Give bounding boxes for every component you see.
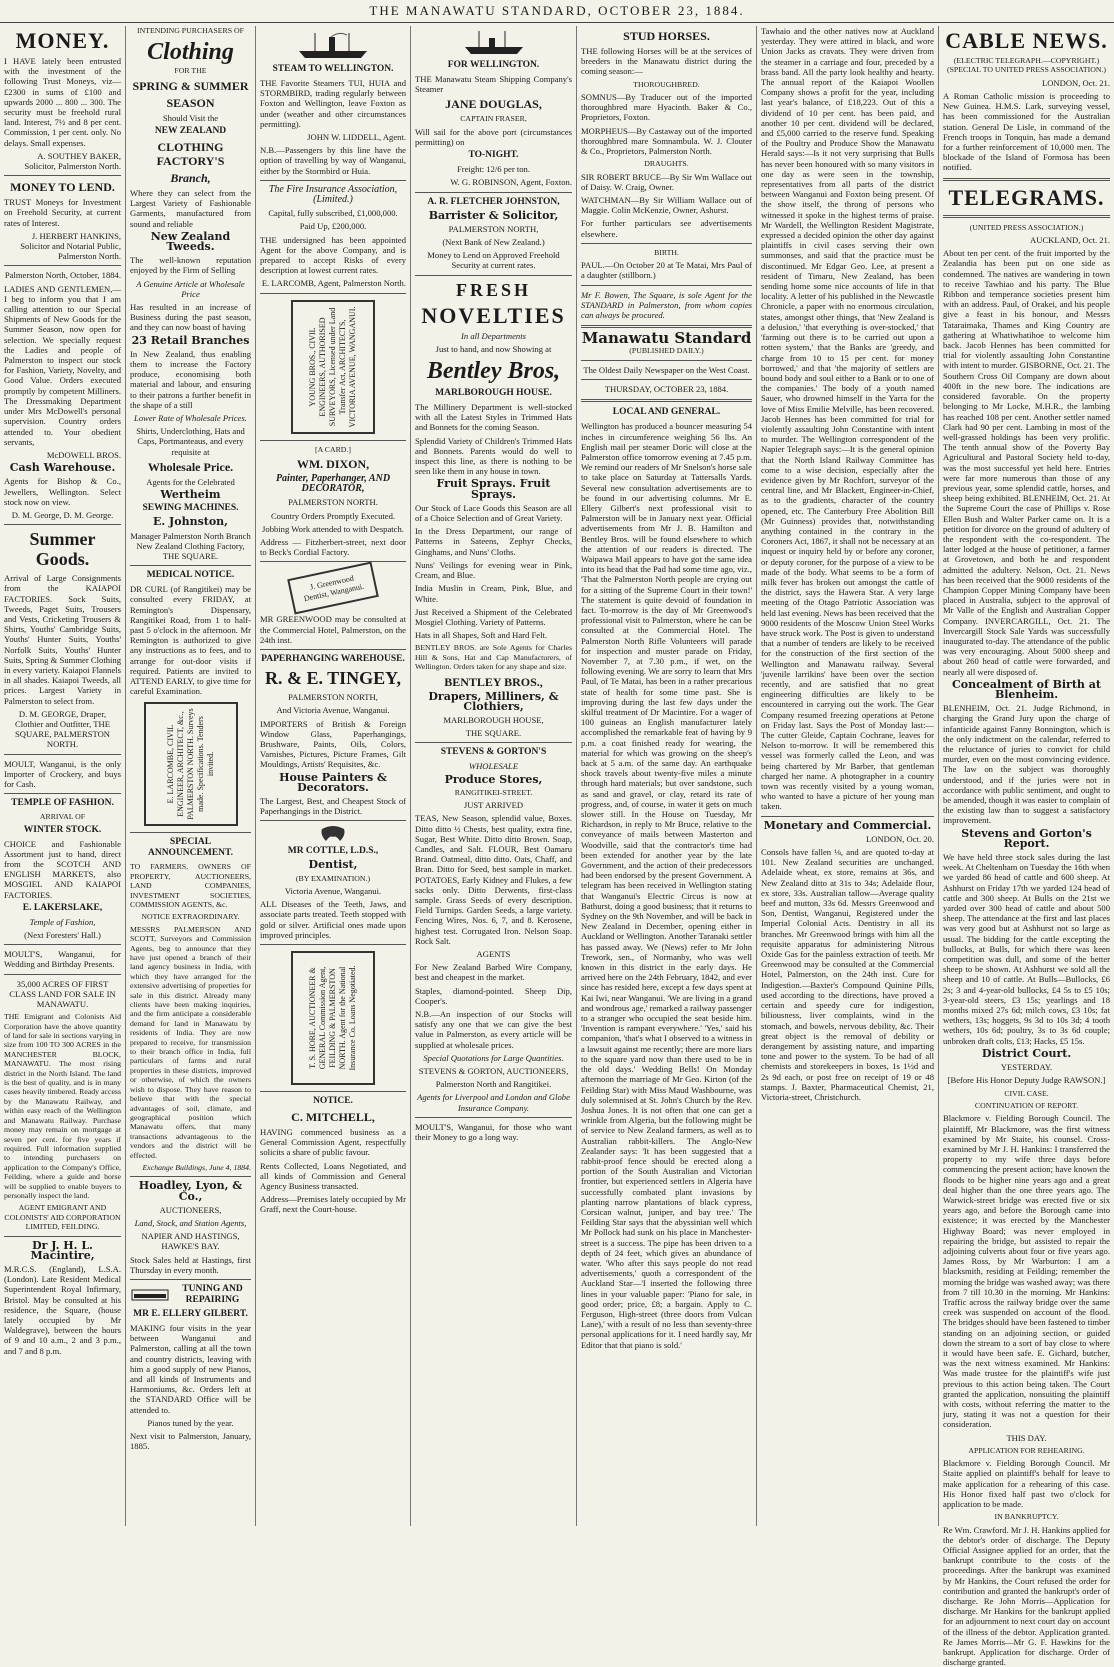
- fire-heading: The Fire Insurance Association, (Limited.): [268, 183, 398, 206]
- george-footer: D. M. GEORGE, Draper, Clothier and Outfitter, THE SQUARE, PALMERSTON NORTH.: [14, 708, 111, 750]
- paper-title: Manawatu Standard: [581, 329, 752, 348]
- sprays-heading: Fruit Sprays. Fruit Sprays.: [436, 477, 551, 501]
- sg-location: Palmerston North and Rangitikei.: [435, 1079, 552, 1090]
- column-6: [756, 26, 938, 1526]
- staples-text: Staples, diamond-pointed. Sheep Dip, Cooper's.: [415, 985, 572, 1006]
- watchman: WATCHMAN—By Sir William Wallace out of Maggie. Colin McKenzie, Owner, Ashurst.: [581, 195, 752, 216]
- young-bros-text: YOUNG BROS., CIVIL ENGINEERS, AUTHORISED SURVEYORS, Licensed under Land Transfer Act, ARCHITECTS, VICTORIA AVENUE, WANGANUI.: [308, 306, 357, 428]
- pianos-line: Pianos tuned by the year.: [147, 1417, 234, 1428]
- steam-body: THE Manawatu Steam Shipping Company's Steamer: [415, 74, 572, 95]
- paperhanging-heading: PAPERHANGING WAREHOUSE.: [261, 654, 405, 665]
- exam-label: (BY EXAMINATION.): [295, 873, 371, 883]
- bentley-bros-2: BENTLEY BROS.,: [444, 674, 543, 689]
- wellington-heading: FOR WELLINGTON.: [447, 60, 540, 70]
- branch-body: Where they can select from the Largest Variety of Fashionable Garments, manufactured from sound and reliable: [130, 188, 251, 229]
- captain: CAPTAIN FRASER,: [460, 114, 527, 124]
- liddell-nb: N.B.—Passengers by this line have the option of travelling by way of Wanganui, either by the Stormbird or Huia.: [260, 145, 406, 176]
- ladies-body: LADIES AND GENTLEMEN,—I beg to inform you that I am calling attention to our Special Shipments of New Goods for the Summer Season, now open for selection. We specially request the Ladies and people of Palmerston to inspect our stock for Fashion, Variety, Novelty, and Good Value. Orders executed promptly by competent Milliners. The Dressmaking Department under Mrs McDowell's personal supervision. Country orders attended to. Your obedient servants,: [4, 283, 121, 447]
- stevens-report-body: We have held three stock sales during the last week. At Cheltenham on Tuesday the 16th when we yarded 86 head of cattle and 600 sheep. At Ashhurst on Friday 17th we yarded 124 head of cattle and 300 sheep. At Bulls on the 21st we yarded over 300 head of cattle and about 500 sheep. The attendance at the first and last places was very good but at Ashhurst not so large as usual. The bidding for the cattle excepting the bullocks, at Bulls, for which there was keen competition was dull, and some of the better sheep to be shown. At Ashhurst we sold all the sheep and 10 of cattle. At Bulls—Bullocks, £6 2s; 3 and 4-year-old bullocks, £4 5s to £5 10s; 3-year-old steers, £3 15s; yearlings and 18 months mixed 27s 6d; milch cows, £3 10s; fat wethers, 13s; hoggets, 9s 3d to 10s 3d; 4 tooth wethers, 10s 6d; poultry, 3s to 3s 6d couple; unbroken draft colts, £13; Hacks, £5 15s.: [943, 852, 1110, 1046]
- column-1: [0, 26, 125, 1526]
- auctioneers-label: AUCTIONEERS,: [159, 1204, 222, 1215]
- greenwood-card: J. Greenwood Dentist, Wanganui.: [287, 562, 379, 615]
- just-to-hand: Just to hand, and now Showing at: [435, 343, 552, 354]
- birth-label: BIRTH.: [654, 247, 679, 257]
- arrival-label: ARRIVAL OF: [39, 812, 86, 822]
- steamer-icon: [293, 29, 373, 61]
- lace-text: Our Stock of Lace Goods this Season are all of a Choice Selection and of Great Variety.: [415, 502, 572, 524]
- barrister-label: Barrister & Solicitor,: [428, 208, 559, 222]
- bruce: SIR ROBERT BRUCE—By Sir Wm Wallace out of Daisy. W. Craig, Owner.: [581, 171, 752, 192]
- arfj-name: A. R. FLETCHER JOHNSTON,: [427, 196, 560, 207]
- ship-icon: [459, 29, 529, 57]
- continuation-label: CONTINUATION OF REPORT.: [974, 1100, 1079, 1110]
- corp-signature: AGENT EMIGRANT AND COLONISTS' AID CORPORATION LIMITED, FEILDING.: [4, 1203, 121, 1232]
- emigrant-body: THE Emigrant and Colonists Aid Corporation have the above quantity of land for sale in sections varying in size from 100 TO 300 ACRES in the MANCHESTER BLOCK, MANAWATU. The most rising district in the North Island. The land is the best of quality, and is in many cases heavily timbered. Ready access by the Manawatu Railway, and within easy reach of the Wellington and Manawatu Railway. Purchase money may remain on mortgage at seven per cent. for five years if required. Full information supplied to intending purchasers on application to the Company's Office, Feilding, where a guide and horse will be supplied to enable buyers to personally inspect the land.: [4, 1012, 121, 1200]
- freight: Freight: 12/6 per ton.: [456, 164, 531, 175]
- increase-text: Has resulted in an increase of Business during the past season, and they can now boast of having: [130, 302, 251, 333]
- millinery-text: The Millinery Department is well-stocked with all the Latest Styles in Trimmed Hats and Bonnets for the coming Season.: [415, 402, 572, 433]
- will-sail: Will sail for the above port (circumstances permitting) on: [415, 126, 572, 148]
- masthead: THE MANAWATU STANDARD, OCTOBER 23, 1884.: [0, 0, 1114, 23]
- lend-body: TRUST Moneys for Investment on Freehold Security, at current rates of Interest.: [4, 197, 121, 228]
- summer-body: Arrival of Large Consignments from the KAIAPOI FACTORIES. Sock Suits, Tweeds, Paget Suits, Trousers and Vests, Cricketing Trousers & Shirts, Youths' Cambridge Suits, Youths' Hunter Suits, Youths' Norfolk Suits, Youths' Hunter Suits, Spring & Summer Clothing in every variety. Kaiapoi Flannels in all shades. Kaiapoi Tweeds, all prices. Largest Variety in Palmerston to select from.: [4, 573, 121, 706]
- dixon-address: Address — Fitzherbert-street, next door to Beck's Cordial Factory.: [260, 537, 406, 558]
- concealment-heading: Concealment of Birth at Blenheim.: [952, 677, 1101, 701]
- manager-text: Manager Palmerston North Branch New Zealand Clothing Factory, THE SQUARE.: [130, 530, 251, 561]
- exchange-line: Exchange Buildings, June 4, 1884.: [142, 1162, 251, 1172]
- money-signature: A. SOUTHEY BAKER, Solicitor, Palmerston North.: [24, 150, 121, 172]
- local-continued: Tawhaio and the other natives now at Auckland yesterday. They were attired in black, and wore Union Jacks as cravats. They were driven from the steamer in a carriage and four, preceded by a brass band. All the party look healthy and hearty. The annual report of the Kaiapoi Woollen Company shows a profit for the year, including last year's balance, of £18,223. Out of this a dividend of 10 per cent. has been paid, and another 10 per cent. dividend will be declared, and £5,000 carried to the reserve fund. Speaking of the Poultry and Produce Show the Manawatu Herald says:—Is it not very surprising that Bulls has never been honoured with so many visitors in one day as were seen in the township, representatives from all parts of the district between Wanganui and Foxton being present. Of the show itself, the throng of persons who witnessed it spoke in the highest terms of praise. Mr Wardell, the Wellington Resident Magistrate, expressed a decided opinion the other day against plaintiffs in civil cases serving their own summonses, and said that the practice must be discontinued. Mr Edgar Geo. Lee, at present a resident of Timaru, New Zealand, has been sending home some nice accounts of life in that locality. A letter of his published in the Newcastle Chronicle, a paper with no enormous circulation, states, amongst other things, that 'New Zealand is a delusion,' 'that everything is over-stocked,' that 'farming out there is to be carried out upon a rotten system,' that the Banks are 'greedy, and charge from 10 to 15 per cent. for money borrowed,' and that 'the majority of settlers are bound body and soul either to a Bank or to one of the companies.' The body of a youth named Sauer, who drowned himself in the Yarra for the love of Miss Emilie Melville, has been recovered. Jacob Hennes has been committed for trial for violently assaulting John Constantine with intent to murder. The Wellington correspondent of the Napier Telegraph says:—It is the general opinion that the North Island Railway Committee has come to a wise decision, especially after the evidence given by Mr Rochfort, surveyor of the central line, and Mr Blackett, Engineer-in-Chief, as to the gradients, character of the country opened, etc. The Canterbury Free Abolition Bill (Mr Guinness) provides that, notwithstanding anything contained in the contrary in the Coroners Act, 1867, it shall not be necessary at an inquest or inquiry held by or before any coroner, or deputy coroner, for the purpose of a view to be made of the body. What seems to be a form of milk fever has broken out amongst the cattle of the district, says the Hawera Star. A very large meeting of the Otago Patriotic Association was held last evening. News has been received that the 9000 residents of the Moscow Union Steel Works have struck work. The Post is given to understand that a number of tenders are likely to be received for the construction of the first section of the Wellington and Manawatu railway. Several 'juvenile larrikins' have been over the section recently, and are satisfied that no great engineering difficulties are likely to be encountered in carrying out the work. The Gear Company resumed freezing operations at Petone on Friday last. Says the Post of Monday last:—The cutter Gleide, Captain Cochrane, leaves for Nelson to-morrow. It will be remembered this vessel was formerly called the Leon, and was being chartered by Mr Barber, that gentleman charged her name. A photographer in a country town was recently visited by a young woman, who wanted to have a picture of her young man taken.: [761, 26, 935, 812]
- tuning-heading: TUNING AND REPAIRING: [182, 1283, 243, 1305]
- morpheus: MORPHEUS—By Castaway out of the imported thoroughbred mare Somnambula. W. J. Clouter & Co., Proprietors, Palmerston North.: [581, 125, 752, 157]
- larcombe-card: [144, 702, 238, 826]
- nz-label: NEW ZEALAND: [154, 126, 227, 137]
- branch-heading: Branch,: [170, 171, 211, 186]
- stud-heading: STUD HORSES.: [623, 29, 710, 43]
- dixon-name: WM. DIXON,: [296, 457, 370, 472]
- sewing-heading: SEWING MACHINES.: [142, 503, 239, 514]
- for-the-label: FOR THE: [174, 66, 207, 76]
- capital-line: Capital, fully subscribed, £1,000,000.: [268, 208, 398, 219]
- tingey-stock: The Largest, Best, and Cheapest Stock of Paperhangings in the District.: [260, 795, 406, 817]
- dixon-location: PALMERSTON NORTH.: [288, 497, 378, 508]
- column-7: [938, 26, 1114, 1667]
- cable-dateline: LONDON, Oct. 21.: [1041, 77, 1110, 88]
- local-news: Wellington has produced a bouncer measuring 54 inches in circumference weighing 56 lbs. An English mail per steamer Doric will close at the Palmerston office tomorrow evening at 7.45 p.m. We remind our readers of Mr Snelson's horse sale to take place on Saturday at Tattersalls Yards. Several new consultation advertisements are to be found in our advertising columns. Mr E. Ellery Gilbert's next professional visit to Palmerston will be in January next year. Official advertisements from Mr J. B. Hamilton and Bentley Bros. will be found elsewhere to which the attention of our readers is directed. The Waipawa Mail appears to have got the same idea into its head that the Pad had some time ago, viz., 'That the Palmerston North people are crying out for a sitting of the Supreme Court in their town!' The statement is quite devoid of foundation in fact. To-morrow is the day of Mr Greenwood's professional visit to Palmerston, where he can be consulted at the Commercial Hotel. The Palmerston North Rifle Volunteers will parade for inspection and muster parade on Friday, November 7, at 7.30 p.m., if wet, on the following evening. We are sorry to learn that Mrs Paul, of Te Matai, has been in a rather precarious state of health for some time past. She is improving during the last few days under the skilful treatment of Dr Macintire. For a wager of 100 guineas an English manufacturer lately accomplished the remarkable feat of having by 9 p.m. a coat finished ready for wearing, the material for which was growing on the sheep's back at 5 a.m. of the same day. An earthquake shock travels about twenty-five miles a minute through hard materials; but over sandstone, such as sand and gravel, or clay, retard its rate of progress, and, of course, in water it gets on much slower still. In the House on Tuesday, Mr Richardson, in reply to Mr Bruce, relative to the conveyance of mails between Masterton and Woodville, said that the contractor's time had been extended for another year by the late Government, and the action of their predecessors had been endorsed by the present Government. A telegram has been received in Wellington stating that Wanganui's Electric Circus is now at Bathurst, doing a good business; that it returns to Sydney on the 9th November, and will be back in New Zealand in December, opening either in Auckland or Wellington. Another Taranaki settler has passed away. We (News) refer to Mr John Trework, sen., of Normanby, who was well known in this district in the early days. He arrived here on the 24th February, 1842, and ever since has resided here, except a few days spent at Kai Iwi, near Wanganui. 'We are living in a grand and wondrous age,' remarked a railway passenger to a stranger who occupied the seat beside him. 'Invention is rampant everywhere.' 'Yes,' said his companion, 'that's what I observed to a witness in a lawsuit against me recently; there are more liars to the square yard now than there used to be in the old days.' Wedding Bells! On Monday afternoon the marriage of Mr Geo. Kirton (of the Feilding Star) with Miss Maud Washbourne, was duly solemnised at St. John's Church by the Rev. Joshua Jones. It is not often that one can get a wrinkle from Algeria, but the following might be of service to New Zealand farmers, as well as to Australian rabbit-killers. The Anglo-New Zealander says: 'It has been suggested that a rabbit-proof fence should be erected along a portion of the South Australian and Victorian frontier, but experienced settlers in Algeria have successfully combated plant invasions by planting narrow plantations of black cypress, Corsican walnut, juniper, and bay tree.' The Feilding Star says that the abyssinian well which Mr Pollock had sunk on his place in Manchester-street is a success. The pipe has been driven to a depth of 24 feet, which gives an abundance of water. 'Who after this says people do not read advertisements,' quoth a correspondent of the Auckland Star—'I inserted the following three lines in your valuable paper: 'Piano for sale, in good order; price, £8; a bargain. Apply to C. Ferguson, High-street (three doors from Vulcan Lane),' with a result of no less than seventy-three personal applications for it. I need hardly say, Mr Editor that that piano is sold.': [581, 421, 752, 1350]
- nb-text: N.B.—An inspection of our Stocks will satisfy any one that we can give the best value in Palmerston, as every article will be supplied at wholesale prices.: [415, 1009, 572, 1050]
- money-heading: MONEY.: [15, 28, 110, 53]
- stock-sales: Stock Sales held at Hastings, first Thursday in every month.: [130, 1254, 251, 1275]
- money-lend: Money to Lend on Approved Freehold Security at current rates.: [427, 250, 560, 271]
- bentley-note: BENTLEY BROS. are Sole Agents for Charles Hill & Sons, Hat and Cap Manufacturers, of Wellington. Orders taken for any shape and size.: [415, 643, 572, 672]
- somnus: SOMNUS—By Traducer out of the imported thoroughbred mare Hyacinth. Baker & Co., Proprietors, Foxton.: [581, 92, 752, 123]
- summer-heading: Summer Goods.: [29, 529, 96, 570]
- auckland-dateline: AUCKLAND, Oct. 21.: [1030, 235, 1110, 246]
- season-heading: SEASON: [166, 95, 215, 110]
- wholesale-heading: Wholesale Price.: [147, 459, 234, 474]
- visit-label: Should Visit the: [162, 112, 219, 123]
- moult-ad: MOULT, Wanganui, is the only Importer of Crockery, and buys for Cash.: [4, 758, 121, 789]
- robinson-sig: W. G. ROBINSON, Agent, Foxton.: [450, 177, 572, 188]
- cable-sub: (ELECTRIC TELEGRAPH.—COPYRIGHT.) (SPECIAL TO UNITED PRESS ASSOCIATION.): [946, 56, 1107, 75]
- clothing-heading: Clothing: [147, 39, 234, 66]
- lend-heading: MONEY TO LEND.: [10, 180, 115, 195]
- quotations: Special Quotations for Large Quantities.: [423, 1052, 564, 1063]
- stevens-report-heading: Stevens and Gorton's Report.: [961, 826, 1092, 850]
- oldest-label: The Oldest Daily Newspaper on the West Coast.: [583, 364, 750, 375]
- lakerslake: E. LAKERSLAKE,: [22, 902, 103, 913]
- rangitikei-label: RANGITIKEI-STREET.: [454, 787, 533, 797]
- novelties-heading: NOVELTIES: [421, 302, 566, 328]
- monetary-heading: Monetary and Commercial.: [763, 818, 932, 832]
- bowen-notice: Mr F. Bowen, The Square, is sole Agent for the STANDARD in Palmerston, from whom copies can always be procured.: [581, 289, 752, 321]
- upa-label: (UNITED PRESS ASSOCIATION.): [969, 222, 1084, 232]
- column-3: [255, 26, 410, 1526]
- tooth-icon: [318, 825, 348, 843]
- george-line: D. M. George, D. M. George.: [11, 509, 114, 520]
- wholesale-label: WHOLESALE: [468, 761, 519, 772]
- column-5: [576, 26, 756, 1526]
- medical-heading: MEDICAL NOTICE.: [146, 570, 235, 581]
- tonight: TO-NIGHT.: [468, 150, 519, 161]
- local-heading: LOCAL AND GENERAL.: [612, 407, 721, 418]
- mitchell-name: C. MITCHELL,: [291, 1109, 375, 1124]
- larcomb-sig: E. LARCOMB, Agent, Palmerston North.: [261, 278, 406, 289]
- district-court-heading: District Court.: [981, 1046, 1072, 1060]
- house-painters: House Painters & Decorators.: [279, 770, 387, 794]
- shirts-text: Shirts, Underclothing, Hats and Caps, Portmanteaus, and every requisite at: [136, 426, 245, 457]
- tingey-body: IMPORTERS of British & Foreign Window Glass, Paperhangings, Brushware, Paints, Oils, Colors, Varnishes, Pictures, Picture Frames, Gilt Mouldings, Artists' Requisites, &c.: [260, 718, 406, 770]
- factory-heading: CLOTHING FACTORY'S: [156, 140, 225, 169]
- this-day-label: THIS DAY.: [1006, 1432, 1047, 1443]
- temple-heading: TEMPLE OF FASHION.: [11, 798, 114, 809]
- fresh-heading: FRESH: [455, 279, 531, 300]
- tingey-loc: PALMERSTON NORTH,: [288, 692, 378, 703]
- stevens-heading: STEVENS & GORTON'S: [440, 747, 547, 758]
- piano-icon: [130, 1286, 170, 1304]
- doctor-body: M.R.C.S. (England), L.S.A. (London). Late Resident Medical Superintendent Royal Infirmary, Bristol. May be consulted at his residence, the Square, (house lately occupied by Mr Waldegrave), between the hours of 9 and 10 a.m., 2 and 3 p.m., and 7 and 8 p.m.: [4, 1263, 121, 1356]
- nuns-text: Nuns' Veilings for evening wear in Pink, Cream, and Blue.: [415, 559, 572, 581]
- tingey-name: R. & E. TINGEY,: [264, 668, 402, 689]
- ladies-date: Palmerston North, October, 1884.: [4, 270, 121, 281]
- fire-body: THE undersigned has been appointed Agent for the above Company, and is prepared to accept Risks of every description at lowest current rates.: [260, 234, 406, 276]
- produce-heading: Produce Stores,: [444, 772, 543, 786]
- special-heading: SPECIAL ANNOUNCEMENT.: [147, 837, 234, 859]
- next-visit: Next visit to Palmerston, January, 1885.: [130, 1431, 251, 1452]
- cottle-body: ALL Diseases of the Teeth, Jaws, and associate parts treated. Teeth stopped with gold or silver. Artificial ones made upon improved principles.: [260, 899, 406, 940]
- palmerson-body: MESSRS PALMERSON AND SCOTT, Surveyors and Commission Agents, beg to announce that they have just opened a branch of their land agency business in India, with which they have arranged for the extensive advertising of properties for sale in this district. Already many clients have been making inquiries, and the firm anticipate a considerable demand for land in Manawatu by residents of India. They are now prepared to receive, for transmission to their branch office in India, full particulars of farms and rural properties in these districts, improved or otherwise, of which the owners wish to dispose. They have reason to believe that with the special advantages of soil, climate, and geographical position which Manawatu offers, that many transactions advantageous to the vendors and the district will be effected.: [130, 924, 251, 1160]
- cash-body: Agents for Bishop & Co., Jewellers, Wellington. Select stock now on view.: [4, 476, 121, 507]
- choice-body: CHOICE and Fashionable Assortment just to hand, direct from the SCOTCH AND ENGLISH MARKETS, also MOSGIEL AND KAIAPOI FACTORIES.: [4, 838, 121, 900]
- dress-text: In the Dress Department, our range of Patterns in Sateens, Zephyr Checks, Ginghams, and Nuns' Cloths.: [415, 526, 572, 557]
- court-body: Blackmore v. Fielding Borough Council. The plaintiff, Mr Blackmore, was the first witness examined by Mr Staite, his counsel. Cross-examined by Mr J. H. Hankins: I transferred the property to my wife three days before commencing the present action; have known the floods to be higher nine years ago and a great deal higher than the one three years ago. The Warwick-street bridge was erected five or six years ago, and before the Borough came into existence; it was erected by the Manchester Highway Board; was never employed in repairing the bridge, but assisted to repair the adjoining culverts about four or five years ago. James Ross, by Mr Warburton: I am a blacksmith, residing at Feilding; remember the morning the bridge was washed away; was there from 7 till 10.30 in the morning. Mr Hankins: Traffic across the railway bridge over the same creek was suspended on account of the flood. The bridges should have been fastened to timber standing on an adjoining section, or guided down the stream to a sort of bay close to where it would have been safe. E. Gichard, butcher, was the next witness examined. Mr Hankins: Was made trustee for the plaintiff's wife just previous to this action being taken. The Court granted the application, nonsuiting the plaintiff with costs, without referring the matter to the jury, stating it was not a question for their consideration.: [943, 1113, 1110, 1430]
- bentley-heading: Bentley Bros,: [426, 358, 561, 385]
- application-body: Blackmore v. Fielding Borough Council. Mr Staite applied on plaintiff's behalf for leave to make application for a rehearing of this case. His Honor fixed half past two o'clock for application to be made.: [943, 1458, 1110, 1510]
- hore-text: T. S. HORE, AUCTIONEER & GENERAL Commission Agent, FEILDING & PALMERSTON NORTH. Agent for the National Insurance Co. Loans Negotiated.: [308, 965, 357, 1071]
- issue-date: THURSDAY, OCTOBER 23, 1884.: [604, 384, 729, 395]
- column-4: [410, 26, 576, 1526]
- tingey-also: And Victoria Avenue, Wanganui.: [276, 705, 390, 716]
- land-stock-label: Land, Stock, and Station Agents,: [134, 1217, 247, 1228]
- dentist-label: Dentist,: [308, 858, 358, 872]
- moult-ad-3: MOULT'S, Wanganui, for those who want their Money to go a long way.: [415, 1121, 572, 1143]
- retail-heading: 23 Retail Branches: [131, 333, 250, 347]
- moult-ad-2: MOULT'S, Wanganui, for Wedding and Birthday Presents.: [4, 949, 121, 970]
- bank-label: (Next Bank of New Zealand.): [442, 237, 545, 248]
- country-orders: Country Orders Promptly Executed.: [270, 510, 396, 521]
- column-2: [125, 26, 255, 1526]
- telegrams-heading: TELEGRAMS.: [948, 184, 1105, 210]
- particulars: For further particulars see advertisements elsewhere.: [581, 218, 752, 239]
- painter-line: Painter, Paperhanger, AND DECORATOR,: [275, 473, 391, 495]
- jane-douglas: JANE DOUGLAS,: [445, 97, 542, 112]
- in-all: In all Departments: [461, 330, 526, 341]
- agents-heading: AGENTS: [476, 949, 511, 959]
- hats-text: Hats in all Shapes, Soft and Hard Felt.: [415, 630, 547, 641]
- special-body: TO FARMERS, OWNERS OF PROPERTY, AUCTIONEERS, LAND COMPANIES, INVESTMENT SOCIETIES, COMMISSION AGENTS, &c.: [130, 862, 251, 909]
- liverpool: Agents for Liverpool and London and Globe Insurance Company.: [417, 1092, 570, 1113]
- temple-sub: Temple of Fashion,: [29, 916, 96, 927]
- winter-heading: WINTER STOCK.: [23, 824, 102, 835]
- concealment-body: BLENHEIM, Oct. 21. Judge Richmond, in charging the Grand Jury upon the charge of infanticide against Fanny Bonnington, which is the only indictment on the calendar, referred to the reluctance of juries to convict for child murder, even on the most convincing evidence. The law on the subject was thoroughly understood, and if the juries were not in accordance with public sentiment, and ought to be amended, though it was easier to complain of the existing law than to suggest a satisfactory improvement.: [943, 703, 1110, 826]
- paul-birth: PAUL.—On October 20 at Te Matai, Mrs Paul of a daughter (stillborn.): [581, 260, 752, 281]
- ladies-signature: McDOWELL BROS.: [46, 449, 121, 460]
- agents-label: Agents for the Celebrated: [146, 476, 235, 487]
- intending-label: INTENDING PURCHASERS OF: [136, 26, 244, 35]
- yesterday-label: YESTERDAY.: [1000, 1062, 1053, 1073]
- telegrams-body: About ten per cent. of the fruit imported by the Zealandia has been put on one side as condemned. The natives are wandering in town to receive Tawhiao and his party. The Blue Ribbon and temperance societies present him with an address. Paul, of Orakei, and his people give a feast in his honour, and Messrs Tataraimaka, Thames and King Country are gathering at Whatiwhatihoe to welcome him back. Jacob Hennes has been committed for trial for violently assaulting John Constantine with intent to murder. GISBORNE, Oct. 21. The Southern Cross Oil Company are down about 400ft in the new bore. The indications are considered favorable. On the property belonging to Mr Locke, M.H.R., the lambing has reached 108 per cent. Another settler named Clark had 90 per cent. Lambing in most of the well-grassed holdings has been very prolific. The tenth annual show of the Poverty Bay Agricultural and Pastoral Society held to-day, was the most successful yet held here. Entries were far more numerous than those of any previous year, some splendid cattle, horses, and sheep being exhibited. BLENHEIM, Oct. 21. At the Supreme Court the case of Phillips v. Rose Ellen Bush and Walter Parker came on. It is a petition for divorce on the ground of adultery of the respondent with the co-respondent. The latter lodged at the house of petitioner, a farmer at Grovetown, and both he and respondent admitted the adultery. Nelson, Oct. 21. News has been received that the 9000 residents of the Champion Copper Mining Company have been placed in Australia, subject to the approval of Mr Valle of the English and Australian Copper Company. INVERCARGILL, Oct. 21. The Invercargill Stock Sale Yards was successfully inaugurated to-day. The attendance of the public was very encouraging. About 5000 sheep and about 260 head of cattle were forwarded, and nearly all were disposed of.: [943, 248, 1110, 677]
- cash-heading: Cash Warehouse.: [9, 461, 116, 475]
- cottle-name: MR COTTLE, L.D.S.,: [287, 846, 379, 857]
- napier-label: NAPIER AND HASTINGS, HAWKE'S BAY.: [141, 1231, 240, 1252]
- gilbert-name: MR E. ELLERY GILBERT.: [133, 1308, 248, 1319]
- india-text: India Muslin in Cream, Pink, Blue, and White.: [415, 583, 572, 604]
- cable-body: A Roman Catholic mission is proceeding to New Guinea. H.M.S. Lark, surveying vessel, has been commissioned for the Australian station. General De Lisle, in command of the French troops in Tonquin, has made a demand for a further reinforcement of 10,000 men. The blockade of the Island of Formosa has been notified.: [943, 91, 1110, 173]
- young-bros-card: [291, 300, 375, 434]
- draughts-label: DRAUGHTS.: [644, 159, 689, 169]
- doctor-heading: Dr J. H. L. Macintire,: [30, 1238, 95, 1262]
- barbed-text: For New Zealand Barbed Wire Company, best and cheapest in the market.: [415, 962, 572, 983]
- square-label: THE SQUARE.: [465, 728, 522, 739]
- marlborough-2: MARLBOROUGH HOUSE,: [443, 714, 544, 725]
- notice-heading: NOTICE.: [313, 1095, 353, 1106]
- wertheim-heading: Wertheim: [160, 488, 221, 502]
- splendid-text: Splendid Variety of Children's Trimmed Hats and Bonnets. Parents would do well to inspect this line, as there is nothing to be seen like them in any house in town.: [415, 435, 572, 477]
- hore-card: [291, 951, 375, 1085]
- reputation-text: The well-known reputation enjoyed by the Firm of Selling: [130, 255, 251, 276]
- retail-body: In New Zealand, thus enabling them to increase the Factory produce, economising both material and labour, and ensuring to their patrons a further benefit in the shape of a still: [130, 348, 251, 410]
- steam-body: THE Favorite Steamers TUI, HUIA and STORMBIRD, trading regularly between Foxton and Wellington, leave Foxton as under (weather and other circumstances permitting).: [260, 78, 406, 129]
- cable-heading: CABLE NEWS.: [945, 28, 1108, 53]
- cottle-loc: Victoria Avenue, Wanganui.: [284, 885, 382, 896]
- liddell-sig: JOHN W. LIDDELL, Agent.: [307, 132, 406, 143]
- acres-heading: 35,000 ACRES OF FIRST CLASS LAND FOR SALE IN MANAWATU.: [9, 978, 116, 1010]
- mitchell-addr: Address—Premises lately occupied by Mr Graff, next the Court-house.: [260, 1194, 406, 1215]
- goods-list: TEAS, New Season, splendid value, Boxes. Ditto ditto ½ Chests, best quality, extra fine, Sugar, Best White. Ditto ditto Brown. Soap, Candles, and Salt. FLOUR, Best Oamaru Brand. Oatmeal, ditto ditto. Oats, Chaff, and Bran. Ditto for Seed, best sample in market. POTATOES, Early Kidney and Flukes, a few sacks only. Ditto Derwents, first-class sample. Grass Seeds of every description. Field Turnips. Garden Seeds, a large variety. Fencing Wires, Nos. 6, 7, and 8. Kerosene, highest test. Corrugated Iron. Nelson Soap. Rock Salt.: [415, 813, 572, 946]
- judge-label: [Before His Honor Deputy Judge RAWSON.]: [947, 1075, 1106, 1086]
- monetary-body: Consols have fallen ⅛, and are quoted to-day at 101. New Zealand securities are unchanged. Adelaide wheat, ex store, remains at 36s, and New Zealand ditto at 31s to 34s; Adelaide flour, ex store, 33s. Australian tallow—Average quality beef and mutton, 33s 6d. Messrs Greenwood and Son, Dentist, Wanganui, Registered under the Imperial Colonial Acts. Dentistry in all its branches. Mr Greenwood brings with him all the requisite apparatus for administering Nitrous Oxide Gas for the painless extraction of teeth. Mr Greenwood may be consulted at the Commercial Hotel, Palmerston, on the 24th inst. Cure for Indigestion.—Baxter's Compound Quinine Pills, used according to the directions, have proved a certain and speedy cure for indigestion, biliousness, liver complaints, wind in the stomach, and bowels, nervous debility, &c. Their great object is the removal of debility or derangement by assisting nature, and imparting tone and power to the system. To be had of all chemists and storekeepers in boxes, 1s 1½d and 2s 9d each, or post free on receipt of 19 or 48 stamps. J. Baxter, Pharmaceutical Chemist, 21, Victoria-street, Christchurch.: [761, 847, 934, 1102]
- card-label: [A CARD.]: [315, 444, 351, 454]
- stud-body: THE following Horses will be at the services of breeders in the Manawatu district during the coming season:—: [581, 46, 752, 77]
- foresters: (Next Foresters' Hall.): [24, 930, 101, 941]
- lend-signature: J. HERBERT HANKINS, Solicitor and Notarial Public, Palmerston North.: [20, 230, 121, 262]
- bankruptcy-body: Re Wm. Crawford. Mr J. H. Hankins applied for the debtor's order of discharge. The Deputy Official Assignee applied for an order, that the bankrupt contribute to the costs of the proceedings. After the bankrupt was examined by Mr Hankins, the Court refused the order for contribution and granted the bankrupt's order of discharge. Re John Morris—Application for discharge. Mr Hankins for the bankrupt applied for an adjournment to next court day on account of the illness of the debtor. Application granted. Re James Morris—Mr G. F. Hawkins for the bankrupt. Application for discharge. Order of discharge granted.: [943, 1524, 1110, 1667]
- paid-line: Paid Up, £200,000.: [299, 221, 367, 232]
- larcombe-card-text: E. LARCOMBE, CIVIL ENGINEER, ARCHITECT, &c., PALMERSTON NORTH. Surveys made. Specifications. Tenders invited.: [165, 708, 215, 820]
- greenwood-body: MR GREENWOOD may be consulted at the Commercial Hotel, Palmerston, on the 24th inst.: [260, 614, 406, 645]
- rents-text: Rents Collected, Loans Negotiated, and all kinds of Commission and General Agency Business transacted.: [260, 1160, 406, 1191]
- civil-label: CIVIL CASE.: [1004, 1088, 1049, 1098]
- bankruptcy-label: IN BANKRUPTCY.: [994, 1512, 1059, 1522]
- gilbert-body: MAKING four visits in the year between Wanganui and Palmerston, calling at all the town and country districts, leaving with him a good supply of new Pianos, and all kinds of Instruments and Harmoniums, &c. Orders left at the STANDARD Office will be attended to.: [130, 1322, 251, 1415]
- thoroughbred-label: THOROUGHBRED.: [633, 79, 700, 89]
- monetary-dateline: LONDON, Oct. 20.: [865, 833, 934, 844]
- medical-body: DR CURL (of Rangitikei) may be consulted every FRIDAY, at Remington's Dispensary, Rangitikei Road, from 1 to half-past 5 o'clock in the afternoon. Mr Remington is authorized to give any instructions as to fees, and to arrange for out-door visits if required. Patients are invited to ATTEND EARLY, to give time for careful Examination.: [130, 584, 251, 697]
- sg-auctioneers: STEVENS & GORTON, AUCTIONEERS,: [418, 1066, 569, 1077]
- marlborough-heading: MARLBOROUGH HOUSE.: [435, 388, 552, 399]
- jobbing-line: Jobbing Work attended to with Despatch.: [262, 523, 404, 534]
- johnston-name: E. Johnston,: [152, 515, 229, 529]
- money-body: I HAVE lately been entrusted with the investment of the following Trust Moneys, viz— £2300 in sums of £100 and upwards 2000 ... 800 ... 300. The security must be freehold rural land. Interest, 7½ and 8 per cent. Commission, 1 per cent. only. No delays. Small expenses.: [4, 56, 121, 148]
- mitchell-body: HAVING commenced business as a General Commission Agent, respectfully solicits a share of public favour.: [260, 1126, 406, 1158]
- tweeds-heading: New Zealand Tweeds.: [150, 229, 231, 254]
- genuine-text: A Genuine Article at Wholesale Price: [136, 278, 245, 299]
- lower-text: Lower Rate of Wholesale Prices.: [134, 413, 247, 424]
- notice-extra: NOTICE EXTRAORDINARY.: [141, 912, 240, 922]
- arrived-label: JUST ARRIVED: [463, 800, 524, 811]
- steam-heading: STEAM TO WELLINGTON.: [272, 64, 394, 74]
- hoadley-heading: Hoadley, Lyon, & Co.,: [138, 1179, 243, 1203]
- daily-label: (PUBLISHED DAILY.): [629, 346, 704, 356]
- mosgiel-text: Just Received a Shipment of the Celebrated Mosgiel Clothing. Variety of Patterns.: [415, 606, 572, 627]
- pn-label: PALMERSTON NORTH,: [448, 223, 539, 234]
- drapers-label: Drapers, Milliners, & Clothiers,: [428, 689, 559, 713]
- spring-summer-heading: SPRING & SUMMER: [132, 78, 249, 93]
- application-label: APPLICATION FOR REHEARING.: [968, 1445, 1085, 1455]
